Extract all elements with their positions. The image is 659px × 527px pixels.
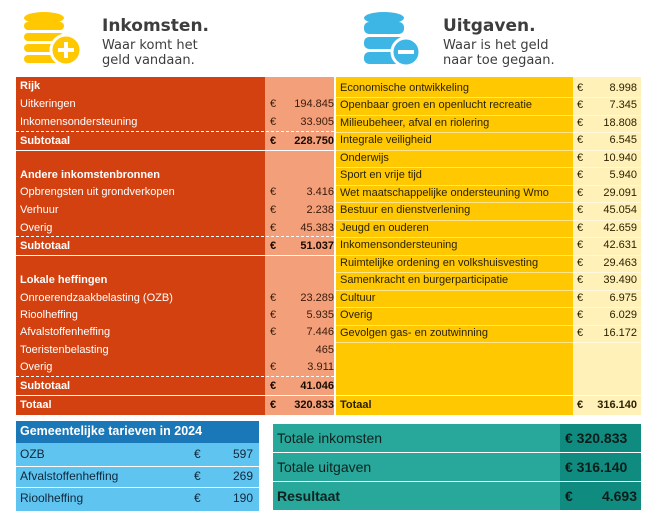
expense-label: Ruimtelijke ordening en volkshuisvesting xyxy=(340,256,539,269)
expense-amount: 42.659 xyxy=(603,221,637,234)
total-expense-row: Totale uitgaven € 316.140 xyxy=(273,453,641,481)
table-row: Afvalstoffenheffing € 7.446 xyxy=(20,326,334,338)
currency-symbol: € xyxy=(577,134,584,146)
expense-amount: 18.808 xyxy=(603,116,637,129)
divider xyxy=(16,487,259,488)
expense-label: Cultuur xyxy=(340,291,376,304)
expense-total-row: Totaal € 316.140 xyxy=(340,399,637,411)
expense-label: Gevolgen gas- en zoutwinning xyxy=(340,326,488,339)
currency-symbol: € xyxy=(577,204,584,216)
expense-row xyxy=(0,272,659,290)
expense-amount: 6.975 xyxy=(609,291,637,304)
expense-row xyxy=(0,185,659,203)
currency-symbol: € xyxy=(577,99,584,111)
expense-database-icon xyxy=(362,10,424,68)
expense-row xyxy=(0,290,659,308)
currency-symbol: € xyxy=(577,309,584,321)
divider xyxy=(336,342,641,343)
divider xyxy=(273,481,641,482)
table-row: Afvalstoffenheffing € 269 xyxy=(20,469,253,483)
expense-amount: 5.940 xyxy=(609,169,637,181)
currency-symbol: € xyxy=(577,169,584,181)
expense-label: Milieubeheer, afval en riolering xyxy=(340,116,490,129)
table-row: Rioolheffing € 5.935 xyxy=(20,309,334,321)
result-row: Resultaat € 4.693 xyxy=(273,482,641,510)
currency-symbol: € xyxy=(577,116,584,129)
income-subtitle-line2: geld vandaan. xyxy=(102,53,195,68)
income-coins-icon xyxy=(22,10,84,68)
expense-label: Overig xyxy=(340,309,373,321)
tarieven-title: Gemeentelijke tarieven in 2024 xyxy=(20,424,203,438)
expense-amount: 29.463 xyxy=(603,256,637,269)
expense-row xyxy=(0,255,659,273)
expense-label: Wet maatschappelijke ondersteuning Wmo xyxy=(340,186,549,199)
expense-subtitle-line1: Waar is het geld xyxy=(443,38,549,53)
expense-row xyxy=(0,97,659,115)
expense-amount: 7.345 xyxy=(609,99,637,111)
expense-row xyxy=(0,307,659,325)
currency-symbol: € xyxy=(577,291,584,304)
expense-amount: 6.029 xyxy=(609,309,637,321)
table-row: Overig € 45.383 xyxy=(20,222,334,234)
expense-row xyxy=(0,132,659,150)
expense-row xyxy=(0,150,659,168)
expense-subtitle-line2: naar toe gegaan. xyxy=(443,53,555,68)
expense-label: Economische ontwikkeling xyxy=(340,81,470,94)
expense-amount: 16.172 xyxy=(603,326,637,339)
expense-label: Sport en vrije tijd xyxy=(340,169,422,181)
expense-row xyxy=(0,220,659,238)
expense-row xyxy=(0,115,659,133)
expense-label: Onderwijs xyxy=(340,151,389,164)
income-subtitle-line1: Waar komt het xyxy=(102,38,198,53)
divider xyxy=(273,452,641,453)
table-row: Onroerendzaakbelasting (OZB) € 23.289 xyxy=(20,292,334,304)
expense-row xyxy=(0,167,659,185)
expense-title: Uitgaven. xyxy=(443,16,536,36)
table-row: Opbrengsten uit grondverkopen € 3.416 xyxy=(20,186,334,198)
total-income-row: Totale inkomsten € 320.833 xyxy=(273,424,641,452)
expense-label: Samenkracht en burgerparticipatie xyxy=(340,274,509,286)
currency-symbol: € xyxy=(577,239,584,251)
currency-symbol: € xyxy=(577,151,584,164)
expense-amount: 10.940 xyxy=(603,151,637,164)
expense-row xyxy=(0,237,659,255)
expense-amount: 45.054 xyxy=(603,204,637,216)
subtotal-row: Subtotaal € 41.046 xyxy=(20,380,334,392)
expense-label: Integrale veiligheid xyxy=(340,134,432,146)
expense-label: Jeugd en ouderen xyxy=(340,221,429,234)
expense-amount: 8.998 xyxy=(609,81,637,94)
currency-symbol: € xyxy=(577,274,584,286)
expense-label: Openbaar groen en openlucht recreatie xyxy=(340,99,533,111)
expense-row xyxy=(0,325,659,343)
expense-label: Inkomensondersteuning xyxy=(340,239,458,251)
table-row: Rioolheffing € 190 xyxy=(20,491,253,505)
table-row: Toeristenbelasting 465 xyxy=(20,344,334,356)
currency-symbol: € xyxy=(577,326,584,339)
currency-symbol: € xyxy=(577,221,584,234)
table-row: OZB € 597 xyxy=(20,447,253,461)
total-row: Totaal € 320.833 xyxy=(20,399,334,411)
table-row: Overig € 3.911 xyxy=(20,361,334,373)
currency-symbol: € xyxy=(577,256,584,269)
table-row: Uitkeringen € 194.845 xyxy=(20,98,334,110)
expense-amount: 29.091 xyxy=(603,186,637,199)
table-row: Inkomensondersteuning € 33.905 xyxy=(20,116,334,128)
expense-row xyxy=(0,202,659,220)
expense-label: Bestuur en dienstverlening xyxy=(340,204,471,216)
income-title: Inkomsten. xyxy=(102,16,210,36)
currency-symbol: € xyxy=(577,186,584,199)
subtotal-row: Subtotaal € 228.750 xyxy=(20,135,334,147)
currency-symbol: € xyxy=(577,81,584,94)
expense-amount: 42.631 xyxy=(603,239,637,251)
divider xyxy=(16,466,259,467)
table-row: Verhuur € 2.238 xyxy=(20,204,334,216)
subtotal-row: Subtotaal € 51.037 xyxy=(20,240,334,252)
expense-amount: 39.490 xyxy=(603,274,637,286)
expense-amount: 6.545 xyxy=(609,134,637,146)
expense-row xyxy=(0,80,659,98)
